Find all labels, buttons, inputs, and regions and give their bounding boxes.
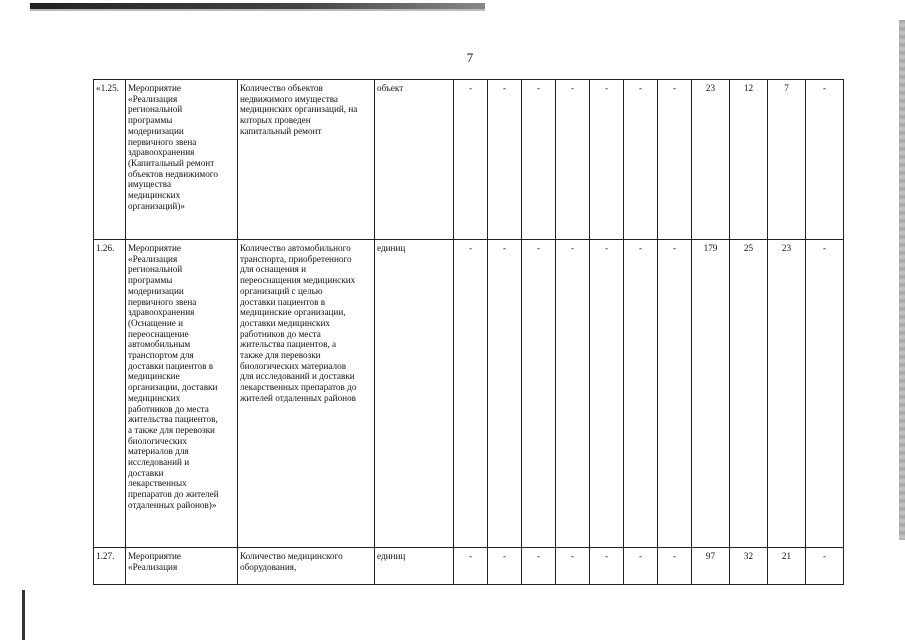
value-cell: 12 — [730, 80, 768, 240]
indicator-text: Количество объектов недвижимого имущества медицинских организаций, на которых проведен капитальный ремонт — [240, 83, 358, 136]
value-cell: - — [590, 240, 624, 548]
value-cell: - — [454, 240, 488, 548]
value-cell: 23 — [692, 80, 730, 240]
value-cell: - — [658, 548, 692, 585]
scan-edge-right — [899, 20, 905, 540]
value-cell: - — [556, 240, 590, 548]
value-cell: - — [806, 548, 844, 585]
value-cell: 179 — [692, 240, 730, 548]
value-cell: - — [488, 80, 522, 240]
value-cell: 25 — [730, 240, 768, 548]
value-cell: - — [658, 240, 692, 548]
row-number: 1.26. — [94, 240, 126, 548]
event-text: Мероприятие «Реализация — [128, 551, 181, 572]
event-cell — [126, 80, 238, 240]
value-cell: - — [488, 548, 522, 585]
table-row — [94, 240, 844, 548]
scan-edge-left — [22, 590, 25, 640]
table-row — [94, 80, 844, 240]
value-cell: - — [556, 548, 590, 585]
unit-cell: единиц — [375, 548, 454, 585]
value-cell: - — [522, 548, 556, 585]
value-cell: 23 — [768, 240, 806, 548]
value-cell: - — [522, 80, 556, 240]
event-cell — [126, 548, 238, 585]
indicator-text: Количество медицинского оборудования, — [240, 551, 343, 572]
value-cell: - — [556, 80, 590, 240]
indicator-text: Количество автомобильного транспорта, приобретенного для оснащения и переоснащения медицинских организаций с целью доставки пациентов в медицинские организации, доставки медицинских работников до места жительства пациентов, а также для перевозки биологических материалов для исследований и доставки лекарственных препаратов до жителей отдаленных районов — [240, 243, 357, 403]
event-text: Мероприятие «Реализация региональной программы модернизации первичного звена здравоохранения (Капитальный ремонт объектов недвижимого имущества медицинских организаций)» — [128, 83, 218, 211]
value-cell: - — [522, 240, 556, 548]
value-cell: - — [658, 80, 692, 240]
scan-edge-top-shadow — [30, 9, 485, 11]
value-cell: - — [624, 548, 658, 585]
value-cell: - — [454, 548, 488, 585]
value-cell: 7 — [768, 80, 806, 240]
value-cell: - — [590, 80, 624, 240]
event-cell — [126, 240, 238, 548]
value-cell: - — [806, 240, 844, 548]
value-cell: - — [454, 80, 488, 240]
value-cell: 97 — [692, 548, 730, 585]
value-cell: 21 — [768, 548, 806, 585]
value-cell: - — [624, 240, 658, 548]
value-cell: - — [624, 80, 658, 240]
page-number: 7 — [466, 50, 474, 65]
row-number: 1.27. — [94, 548, 126, 585]
value-cell: 32 — [730, 548, 768, 585]
event-text: Мероприятие «Реализация региональной программы модернизации первичного звена здравоохранения (Оснащение и переоснащение автомобильным транспортом для доставки пациентов в медицинские организации, доставки медицинских работников до места жительства пациентов, а также для перевозки биологических материалов для исследований и доставки лекарственных препаратов до жителей отдаленных районов)» — [128, 243, 219, 510]
value-cell: - — [806, 80, 844, 240]
indicator-cell — [238, 240, 375, 548]
data-table — [93, 79, 844, 585]
unit-cell: объект — [375, 80, 454, 240]
indicator-cell — [238, 548, 375, 585]
row-number: «1.25. — [94, 80, 126, 240]
indicator-cell — [238, 80, 375, 240]
value-cell: - — [488, 240, 522, 548]
value-cell: - — [590, 548, 624, 585]
table-row — [94, 548, 844, 585]
unit-cell: единиц — [375, 240, 454, 548]
